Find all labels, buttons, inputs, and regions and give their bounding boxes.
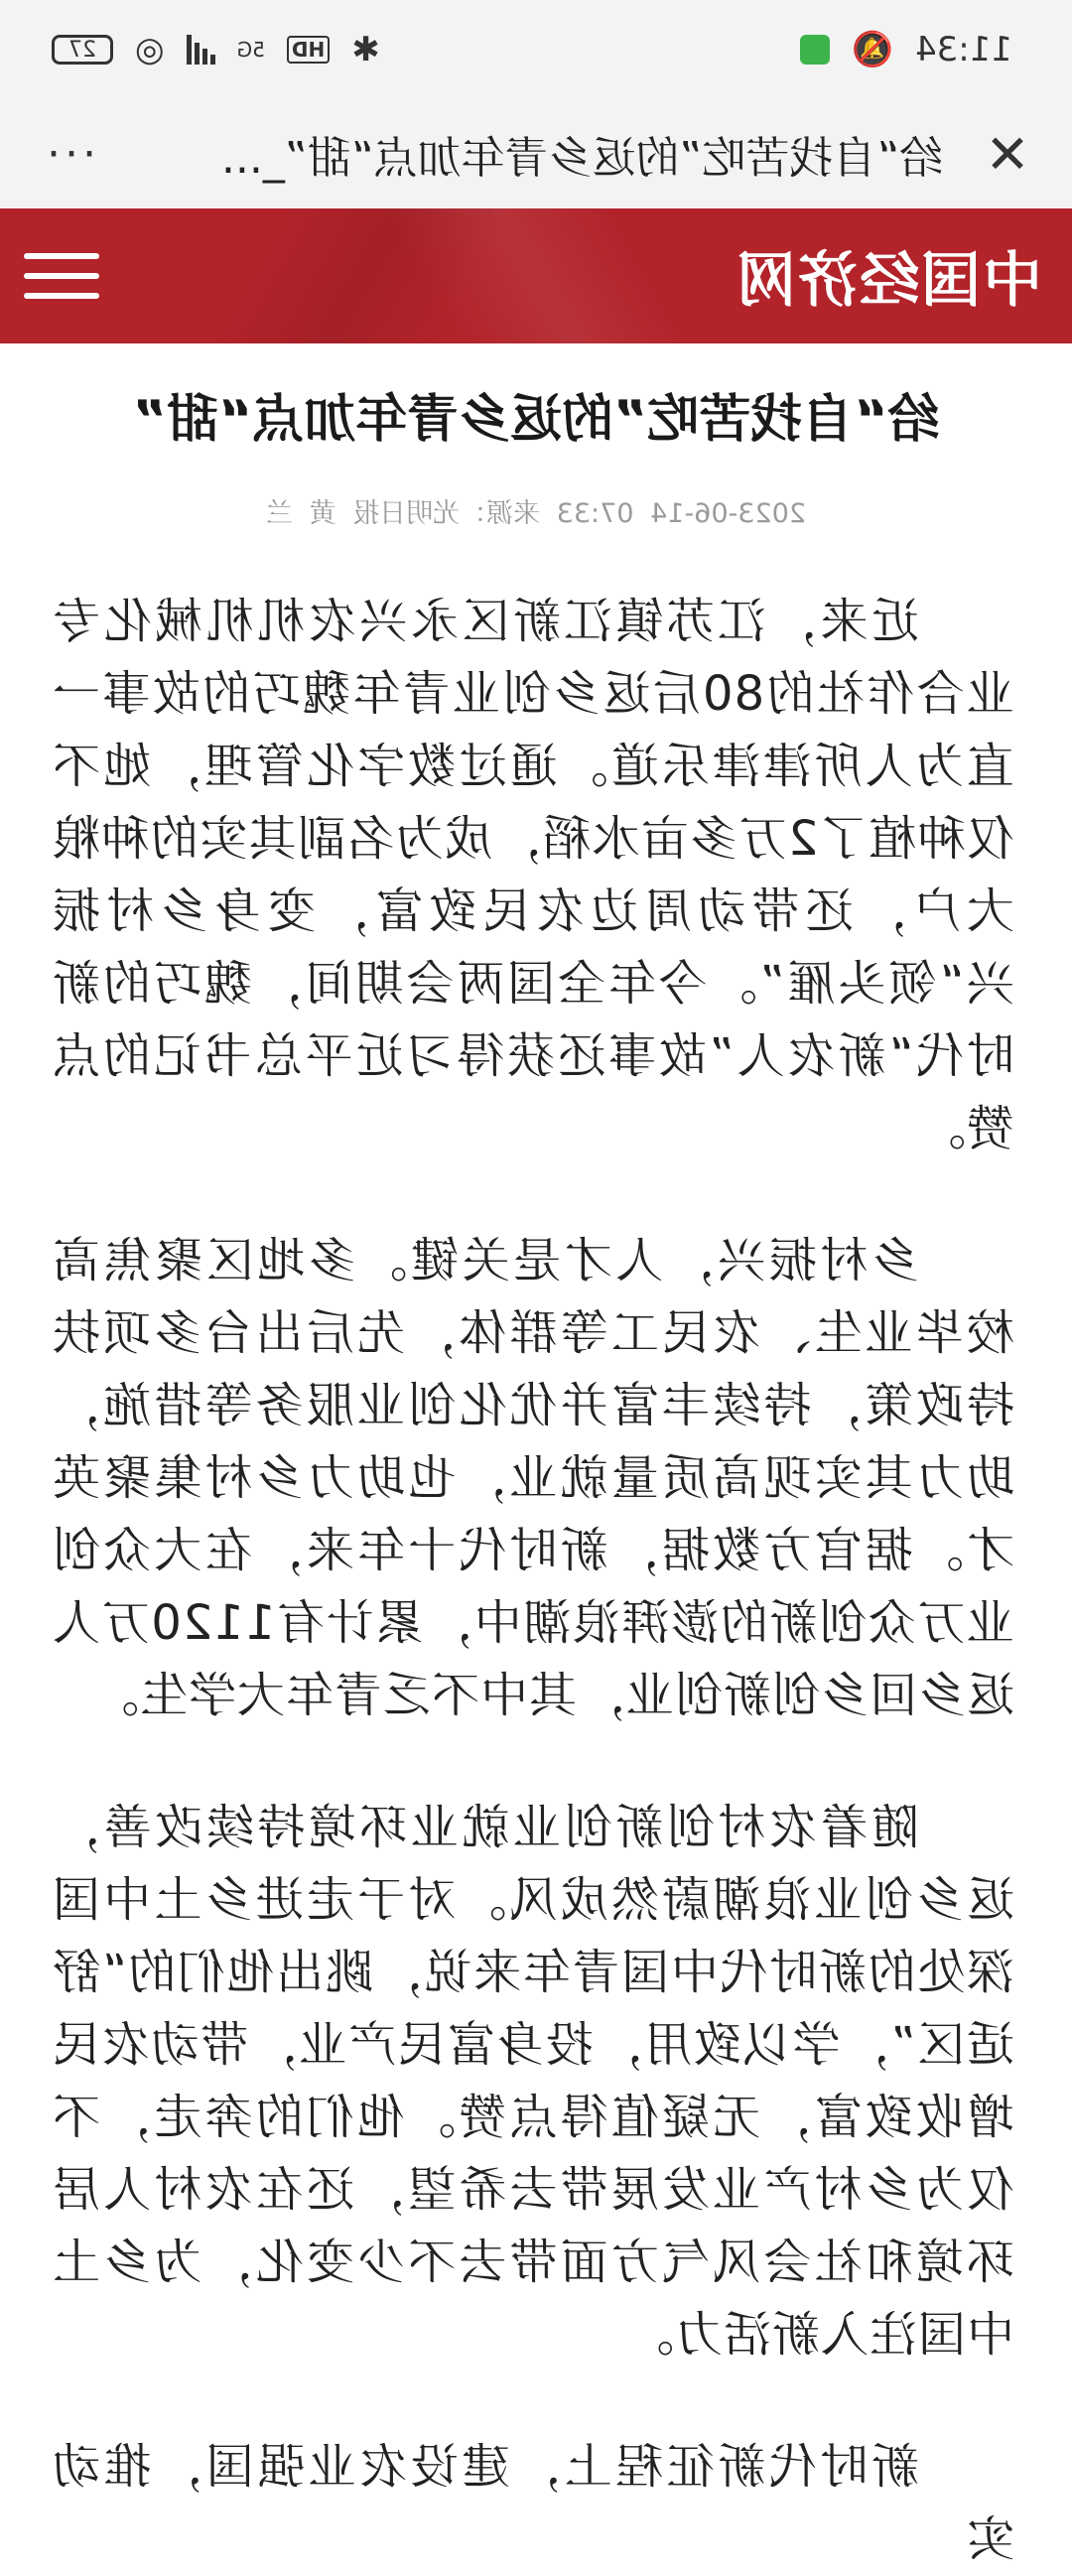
article-meta: 2023-06-14 07:33 来源：光明日报 黄 兰 — [265, 498, 807, 529]
article-paragraph: 随着农村创新创业就业环境持续改善，返乡创业浪潮蔚然成风。对于走进乡土中国深处的新时代中国青年来说，跳出他们的“舒适区”，学以致用，投身富民产业，带动农民增收致富，无疑值得点赞。他们的奔走，不仅为乡村产业发展带去希望，还在农村人居环境和社会风气方面带去不少变化，为乡土中国注入新活力。 — [52, 1800, 1014, 2363]
bluetooth-icon: ✱ — [351, 30, 380, 69]
more-options-icon[interactable]: ··· — [43, 128, 96, 180]
page-title: 给“自找苦吃”的返乡青年加点“甜”_... — [220, 133, 943, 184]
network-label: 5G — [236, 38, 265, 62]
mute-icon: 🔕 — [851, 30, 894, 69]
article-paragraph: 近来，江苏镇江新区永兴农机机械化专业合作社的80后返乡创业青年魏巧的故事一直为人所津津乐道。通过数字化管理，她不仅种植了2万多亩水稻，成为名副其实的种粮大户，还带动周边农民致富，变身乡村振兴“领头雁”。今年全国两会期间，魏巧的新时代“新农人”故事还获得习近平总书记的点赞。 — [52, 594, 1014, 1156]
menu-icon[interactable] — [24, 253, 99, 299]
browser-title-bar — [0, 99, 1072, 208]
article-paragraph: 新时代新征程上，建设农业强国，推动实 — [52, 2439, 1014, 2567]
close-icon[interactable]: ✕ — [985, 122, 1030, 186]
app-notification-icon — [800, 35, 830, 65]
site-header — [0, 208, 1072, 343]
status-right — [52, 30, 380, 69]
battery-level: 27 — [68, 37, 96, 63]
time: 11:34 — [915, 30, 1012, 69]
hd-badge: HD — [287, 36, 330, 64]
battery-icon — [52, 35, 113, 65]
article-title: 给“自找苦吃”的返乡青年加点“甜” — [132, 390, 940, 450]
article-body — [0, 586, 1072, 2576]
status-left — [800, 30, 1012, 69]
site-logo[interactable]: 中国经济网 — [735, 246, 1042, 316]
signal-icon — [187, 35, 215, 65]
article-paragraph: 乡村振兴，人才是关键。多地区聚焦高校毕业生、农民工等群体，先后出台多项扶持政策，持续丰富并优化创业服务等措施，助力其实现高质量就业，也助力乡村集聚英才。据官方数据，新时代十年来，在大众创业万众创新的澎湃浪潮中，累计有1120万人返乡回乡创新创业，其中不乏青年大学生。 — [52, 1233, 1014, 1723]
status-bar — [0, 0, 1072, 99]
nfc-icon: ◎ — [135, 30, 165, 69]
